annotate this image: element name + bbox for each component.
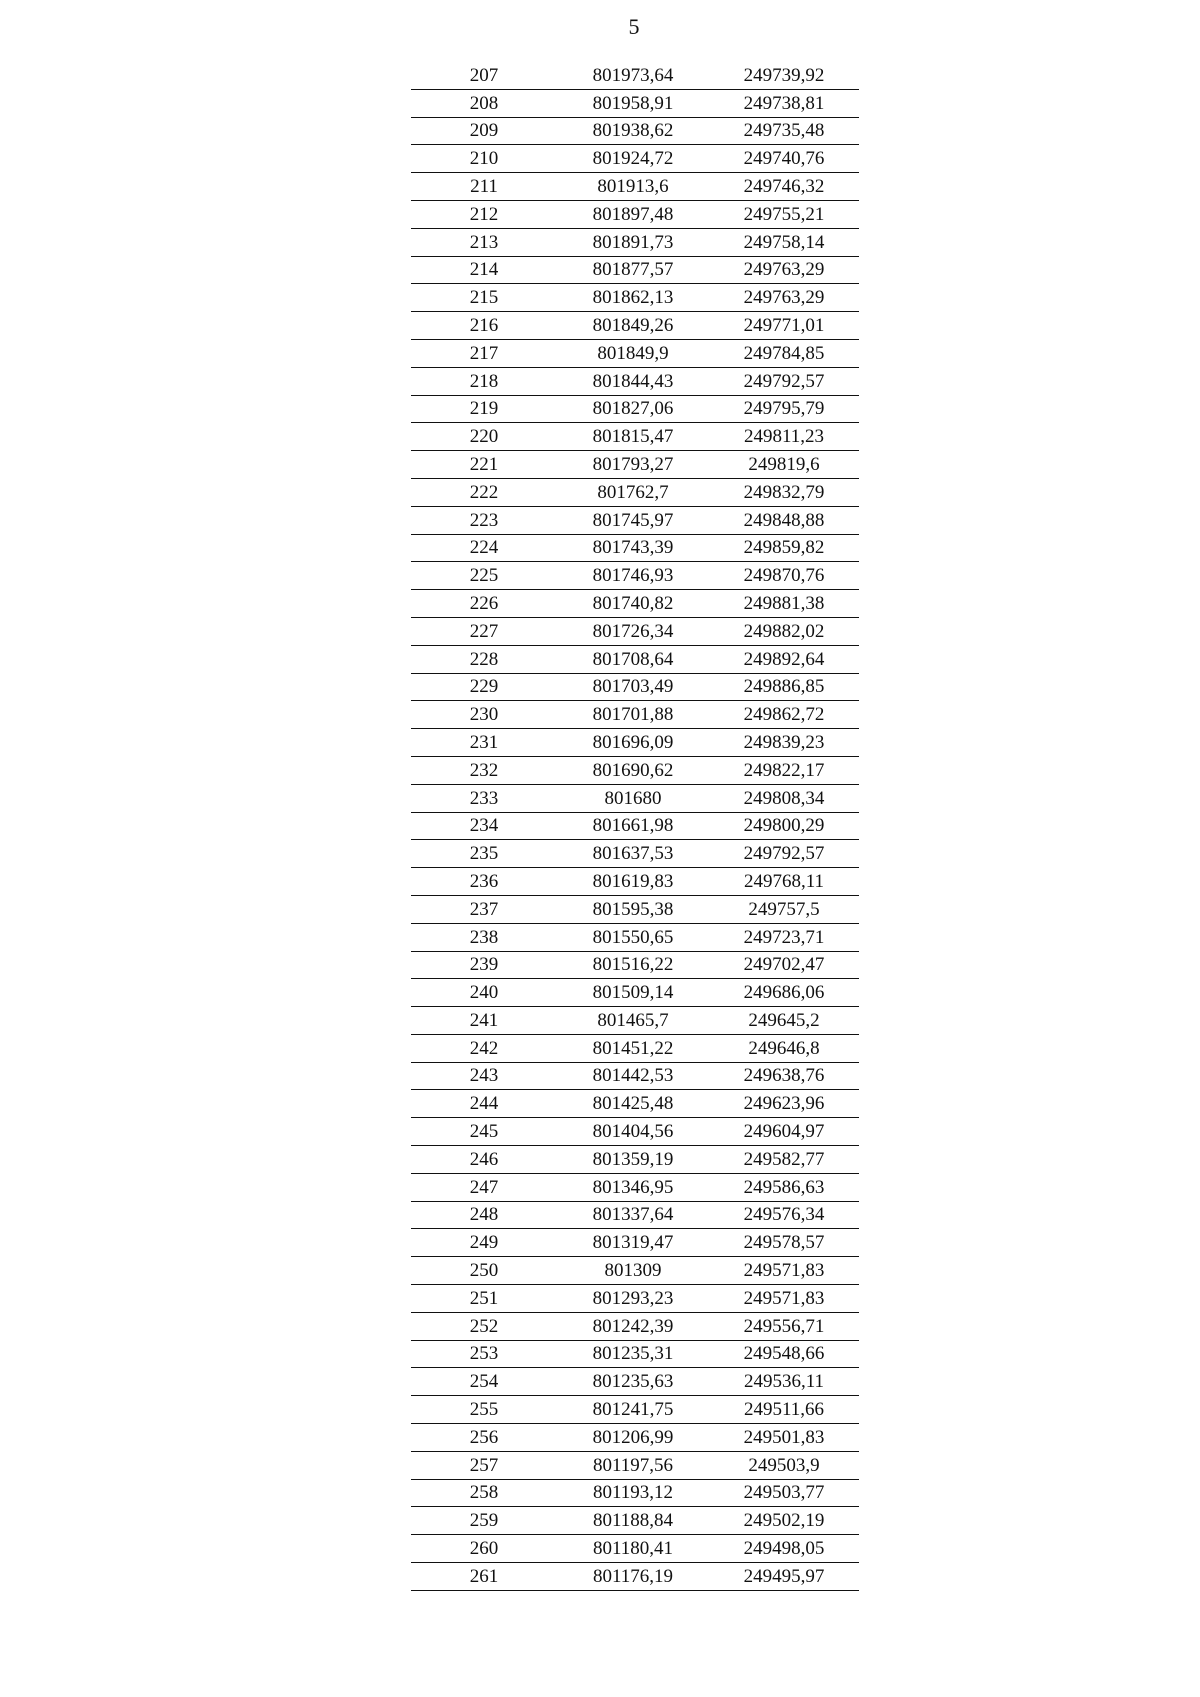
y-coordinate-cell: 249882,02: [709, 617, 859, 645]
y-coordinate-cell: 249686,06: [709, 979, 859, 1007]
point-number-cell: 212: [411, 200, 557, 228]
y-coordinate-cell: 249548,66: [709, 1340, 859, 1368]
table-row: [411, 1424, 859, 1452]
x-coordinate-cell: 801849,26: [557, 312, 709, 340]
y-coordinate-cell: 249758,14: [709, 228, 859, 256]
page-number: 5: [628, 14, 640, 39]
point-number-cell: 256: [411, 1424, 557, 1452]
x-coordinate-cell: 801827,06: [557, 395, 709, 423]
y-coordinate-cell: 249638,76: [709, 1062, 859, 1090]
point-number-cell: 244: [411, 1090, 557, 1118]
x-coordinate-cell: 801425,48: [557, 1090, 709, 1118]
y-coordinate-cell: 249819,6: [709, 451, 859, 479]
point-number-cell: 245: [411, 1118, 557, 1146]
table-row: [411, 284, 859, 312]
table-row: [411, 451, 859, 479]
table-row: [411, 534, 859, 562]
table-row: [411, 923, 859, 951]
point-number-cell: 254: [411, 1368, 557, 1396]
point-number-cell: 260: [411, 1535, 557, 1563]
y-coordinate-cell: 249892,64: [709, 645, 859, 673]
y-coordinate-cell: 249738,81: [709, 89, 859, 117]
point-number-cell: 240: [411, 979, 557, 1007]
x-coordinate-cell: 801877,57: [557, 256, 709, 284]
y-coordinate-cell: 249498,05: [709, 1535, 859, 1563]
point-number-cell: 207: [411, 62, 557, 89]
y-coordinate-cell: 249822,17: [709, 756, 859, 784]
x-coordinate-cell: 801726,34: [557, 617, 709, 645]
table-row: [411, 423, 859, 451]
y-coordinate-cell: 249723,71: [709, 923, 859, 951]
table-row: [411, 1062, 859, 1090]
point-number-cell: 229: [411, 673, 557, 701]
point-number-cell: 243: [411, 1062, 557, 1090]
table-row: [411, 729, 859, 757]
point-number-cell: 226: [411, 590, 557, 618]
table-row: [411, 701, 859, 729]
point-number-cell: 220: [411, 423, 557, 451]
y-coordinate-cell: 249740,76: [709, 145, 859, 173]
table-row: [411, 256, 859, 284]
x-coordinate-cell: 801619,83: [557, 868, 709, 896]
table-row: [411, 367, 859, 395]
x-coordinate-cell: 801359,19: [557, 1146, 709, 1174]
y-coordinate-cell: 249503,77: [709, 1479, 859, 1507]
y-coordinate-cell: 249848,88: [709, 506, 859, 534]
table-row: [411, 506, 859, 534]
x-coordinate-cell: 801346,95: [557, 1173, 709, 1201]
x-coordinate-cell: 801293,23: [557, 1285, 709, 1313]
point-number-cell: 210: [411, 145, 557, 173]
x-coordinate-cell: 801703,49: [557, 673, 709, 701]
y-coordinate-cell: 249578,57: [709, 1229, 859, 1257]
point-number-cell: 247: [411, 1173, 557, 1201]
point-number-cell: 255: [411, 1396, 557, 1424]
x-coordinate-cell: 801815,47: [557, 423, 709, 451]
y-coordinate-cell: 249702,47: [709, 951, 859, 979]
table-row: [411, 1451, 859, 1479]
point-number-cell: 228: [411, 645, 557, 673]
table-row: [411, 979, 859, 1007]
table-row: [411, 1368, 859, 1396]
table-row: [411, 395, 859, 423]
point-number-cell: 230: [411, 701, 557, 729]
point-number-cell: 214: [411, 256, 557, 284]
point-number-cell: 232: [411, 756, 557, 784]
x-coordinate-cell: 801696,09: [557, 729, 709, 757]
table-row: [411, 339, 859, 367]
table-row: [411, 312, 859, 340]
table-row: [411, 868, 859, 896]
y-coordinate-cell: 249886,85: [709, 673, 859, 701]
point-number-cell: 233: [411, 784, 557, 812]
point-number-cell: 211: [411, 173, 557, 201]
x-coordinate-cell: 801197,56: [557, 1451, 709, 1479]
table-row: [411, 478, 859, 506]
table-row: [411, 645, 859, 673]
y-coordinate-cell: 249623,96: [709, 1090, 859, 1118]
y-coordinate-cell: 249859,82: [709, 534, 859, 562]
point-number-cell: 223: [411, 506, 557, 534]
point-number-cell: 257: [411, 1451, 557, 1479]
x-coordinate-cell: 801690,62: [557, 756, 709, 784]
point-number-cell: 248: [411, 1201, 557, 1229]
point-number-cell: 209: [411, 117, 557, 145]
x-coordinate-cell: 801235,63: [557, 1368, 709, 1396]
x-coordinate-cell: 801516,22: [557, 951, 709, 979]
table-row: [411, 200, 859, 228]
x-coordinate-cell: 801180,41: [557, 1535, 709, 1563]
y-coordinate-cell: 249768,11: [709, 868, 859, 896]
y-coordinate-cell: 249784,85: [709, 339, 859, 367]
y-coordinate-cell: 249832,79: [709, 478, 859, 506]
x-coordinate-cell: 801701,88: [557, 701, 709, 729]
x-coordinate-cell: 801849,9: [557, 339, 709, 367]
table-row: [411, 228, 859, 256]
x-coordinate-cell: 801637,53: [557, 840, 709, 868]
table-row: [411, 951, 859, 979]
table-row: [411, 617, 859, 645]
point-number-cell: 251: [411, 1285, 557, 1313]
y-coordinate-cell: 249576,34: [709, 1201, 859, 1229]
y-coordinate-cell: 249571,83: [709, 1285, 859, 1313]
point-number-cell: 217: [411, 339, 557, 367]
point-number-cell: 238: [411, 923, 557, 951]
point-number-cell: 239: [411, 951, 557, 979]
x-coordinate-cell: 801188,84: [557, 1507, 709, 1535]
y-coordinate-cell: 249862,72: [709, 701, 859, 729]
y-coordinate-cell: 249881,38: [709, 590, 859, 618]
y-coordinate-cell: 249763,29: [709, 256, 859, 284]
y-coordinate-cell: 249757,5: [709, 895, 859, 923]
table-row: [411, 1563, 859, 1591]
point-number-cell: 219: [411, 395, 557, 423]
y-coordinate-cell: 249755,21: [709, 200, 859, 228]
y-coordinate-cell: 249735,48: [709, 117, 859, 145]
table-row: [411, 895, 859, 923]
point-number-cell: 231: [411, 729, 557, 757]
table-row: [411, 840, 859, 868]
table-row: [411, 590, 859, 618]
y-coordinate-cell: 249811,23: [709, 423, 859, 451]
coordinate-table: [411, 62, 859, 1591]
x-coordinate-cell: 801924,72: [557, 145, 709, 173]
table-row: [411, 1285, 859, 1313]
x-coordinate-cell: 801235,31: [557, 1340, 709, 1368]
y-coordinate-cell: 249556,71: [709, 1312, 859, 1340]
x-coordinate-cell: 801740,82: [557, 590, 709, 618]
point-number-cell: 259: [411, 1507, 557, 1535]
y-coordinate-cell: 249646,8: [709, 1034, 859, 1062]
x-coordinate-cell: 801206,99: [557, 1424, 709, 1452]
x-coordinate-cell: 801176,19: [557, 1563, 709, 1591]
x-coordinate-cell: 801973,64: [557, 62, 709, 89]
x-coordinate-cell: 801319,47: [557, 1229, 709, 1257]
table-row: [411, 89, 859, 117]
table-row: [411, 1229, 859, 1257]
x-coordinate-cell: 801793,27: [557, 451, 709, 479]
point-number-cell: 250: [411, 1257, 557, 1285]
point-number-cell: 261: [411, 1563, 557, 1591]
point-number-cell: 218: [411, 367, 557, 395]
y-coordinate-cell: 249792,57: [709, 840, 859, 868]
x-coordinate-cell: 801897,48: [557, 200, 709, 228]
y-coordinate-cell: 249586,63: [709, 1173, 859, 1201]
point-number-cell: 234: [411, 812, 557, 840]
table-row: [411, 1507, 859, 1535]
x-coordinate-cell: 801442,53: [557, 1062, 709, 1090]
table-row: [411, 1340, 859, 1368]
y-coordinate-cell: 249501,83: [709, 1424, 859, 1452]
x-coordinate-cell: 801404,56: [557, 1118, 709, 1146]
y-coordinate-cell: 249645,2: [709, 1007, 859, 1035]
point-number-cell: 213: [411, 228, 557, 256]
table-row: [411, 117, 859, 145]
x-coordinate-cell: 801595,38: [557, 895, 709, 923]
table-row: [411, 673, 859, 701]
y-coordinate-cell: 249536,11: [709, 1368, 859, 1396]
table-row: [411, 1396, 859, 1424]
point-number-cell: 216: [411, 312, 557, 340]
y-coordinate-cell: 249839,23: [709, 729, 859, 757]
point-number-cell: 253: [411, 1340, 557, 1368]
point-number-cell: 208: [411, 89, 557, 117]
point-number-cell: 236: [411, 868, 557, 896]
x-coordinate-cell: 801550,65: [557, 923, 709, 951]
x-coordinate-cell: 801844,43: [557, 367, 709, 395]
x-coordinate-cell: 801193,12: [557, 1479, 709, 1507]
x-coordinate-cell: 801309: [557, 1257, 709, 1285]
x-coordinate-cell: 801337,64: [557, 1201, 709, 1229]
y-coordinate-cell: 249792,57: [709, 367, 859, 395]
table-row: [411, 1535, 859, 1563]
table-row: [411, 1201, 859, 1229]
y-coordinate-cell: 249571,83: [709, 1257, 859, 1285]
table-row: [411, 1007, 859, 1035]
table-row: [411, 145, 859, 173]
y-coordinate-cell: 249771,01: [709, 312, 859, 340]
point-number-cell: 221: [411, 451, 557, 479]
x-coordinate-cell: 801509,14: [557, 979, 709, 1007]
point-number-cell: 225: [411, 562, 557, 590]
table-row: [411, 1312, 859, 1340]
y-coordinate-cell: 249763,29: [709, 284, 859, 312]
table-row: [411, 812, 859, 840]
y-coordinate-cell: 249604,97: [709, 1118, 859, 1146]
table-row: [411, 784, 859, 812]
y-coordinate-cell: 249795,79: [709, 395, 859, 423]
table-row: [411, 62, 859, 89]
x-coordinate-cell: 801958,91: [557, 89, 709, 117]
point-number-cell: 258: [411, 1479, 557, 1507]
x-coordinate-cell: 801862,13: [557, 284, 709, 312]
y-coordinate-cell: 249746,32: [709, 173, 859, 201]
x-coordinate-cell: 801465,7: [557, 1007, 709, 1035]
point-number-cell: 227: [411, 617, 557, 645]
y-coordinate-cell: 249582,77: [709, 1146, 859, 1174]
x-coordinate-cell: 801680: [557, 784, 709, 812]
table-row: [411, 1090, 859, 1118]
table-row: [411, 562, 859, 590]
table-row: [411, 1257, 859, 1285]
point-number-cell: 242: [411, 1034, 557, 1062]
y-coordinate-cell: 249495,97: [709, 1563, 859, 1591]
x-coordinate-cell: 801242,39: [557, 1312, 709, 1340]
y-coordinate-cell: 249800,29: [709, 812, 859, 840]
table-row: [411, 1146, 859, 1174]
table-row: [411, 1034, 859, 1062]
x-coordinate-cell: 801743,39: [557, 534, 709, 562]
y-coordinate-cell: 249502,19: [709, 1507, 859, 1535]
x-coordinate-cell: 801762,7: [557, 478, 709, 506]
x-coordinate-cell: 801708,64: [557, 645, 709, 673]
table-row: [411, 1173, 859, 1201]
point-number-cell: 224: [411, 534, 557, 562]
table-row: [411, 1479, 859, 1507]
y-coordinate-cell: 249739,92: [709, 62, 859, 89]
x-coordinate-cell: 801745,97: [557, 506, 709, 534]
coordinate-table-body: [411, 62, 859, 1590]
x-coordinate-cell: 801746,93: [557, 562, 709, 590]
y-coordinate-cell: 249808,34: [709, 784, 859, 812]
table-row: [411, 173, 859, 201]
x-coordinate-cell: 801891,73: [557, 228, 709, 256]
x-coordinate-cell: 801661,98: [557, 812, 709, 840]
table-row: [411, 1118, 859, 1146]
point-number-cell: 246: [411, 1146, 557, 1174]
x-coordinate-cell: 801913,6: [557, 173, 709, 201]
point-number-cell: 237: [411, 895, 557, 923]
x-coordinate-cell: 801451,22: [557, 1034, 709, 1062]
y-coordinate-cell: 249511,66: [709, 1396, 859, 1424]
table-row: [411, 756, 859, 784]
point-number-cell: 252: [411, 1312, 557, 1340]
x-coordinate-cell: 801241,75: [557, 1396, 709, 1424]
x-coordinate-cell: 801938,62: [557, 117, 709, 145]
point-number-cell: 215: [411, 284, 557, 312]
point-number-cell: 249: [411, 1229, 557, 1257]
point-number-cell: 241: [411, 1007, 557, 1035]
y-coordinate-cell: 249870,76: [709, 562, 859, 590]
point-number-cell: 235: [411, 840, 557, 868]
y-coordinate-cell: 249503,9: [709, 1451, 859, 1479]
point-number-cell: 222: [411, 478, 557, 506]
